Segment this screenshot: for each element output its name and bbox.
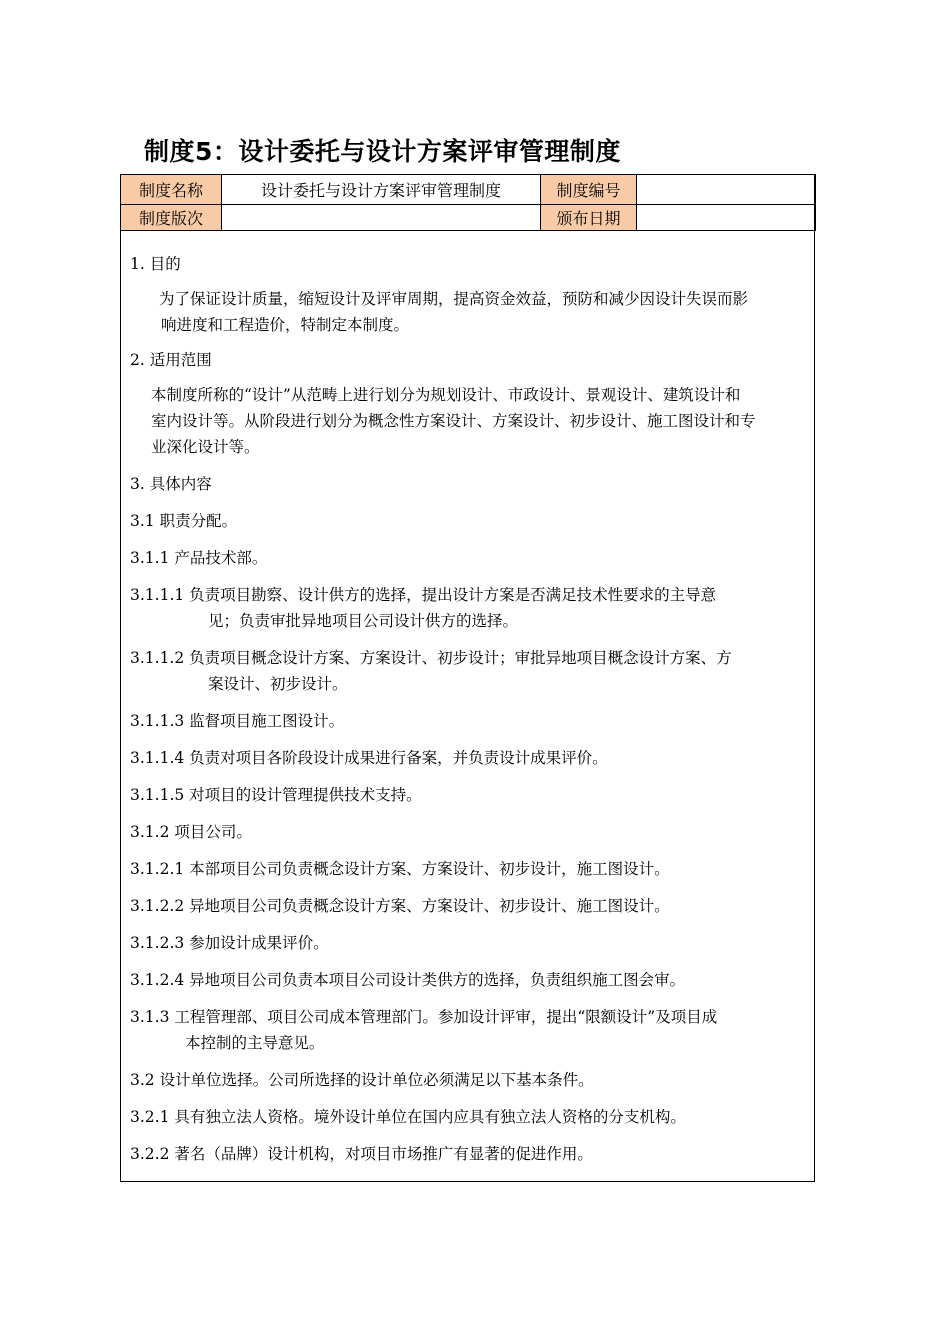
clause-3-1-3: [130, 1004, 810, 1056]
page-title: 制度5：设计委托与设计方案评审管理制度: [144, 137, 621, 166]
heading-purpose: 1. 目的: [130, 255, 181, 273]
clause-3-1-2-3: 3.1.2.3 参加设计成果评价。: [130, 934, 329, 952]
clause-3-1-2: 3.1.2 项目公司。: [130, 823, 252, 841]
paragraph-line: 本制度所称的“设计”从范畴上进行划分为规划设计、市政设计、景观设计、建筑设计和: [151, 386, 741, 404]
paragraph-purpose: [130, 286, 810, 338]
paragraph-line: 见；负责审批异地项目公司设计供方的选择。: [208, 612, 519, 630]
document-body: [130, 248, 810, 1167]
clause-3-2: 3.2 设计单位选择。公司所选择的设计单位必须满足以下基本条件。: [130, 1071, 594, 1089]
name-value: 设计委托与设计方案评审管理制度: [222, 175, 541, 205]
clause-3-1-1-5: 3.1.1.5 对项目的设计管理提供技术支持。: [130, 786, 422, 804]
paragraph-line: 3.1.1.1 负责项目勘察、设计供方的选择，提出设计方案是否满足技术性要求的主导意: [130, 586, 717, 604]
paragraph-line: 为了保证设计质量，缩短设计及评审周期，提高资金效益，预防和减少因设计失误而影: [159, 290, 749, 308]
clause-3-2-1: 3.2.1 具有独立法人资格。境外设计单位在国内应具有独立法人资格的分支机构。: [130, 1108, 686, 1126]
header-table: [120, 174, 816, 231]
heading-scope: 2. 适用范围: [130, 351, 212, 369]
clause-3-1-1-4: 3.1.1.4 负责对项目各阶段设计成果进行备案，并负责设计成果评价。: [130, 749, 608, 767]
paragraph-line: 业深化设计等。: [151, 438, 260, 456]
paragraph-line: 本控制的主导意见。: [185, 1034, 325, 1052]
paragraph-line: 响进度和工程造价，特制定本制度。: [161, 316, 410, 334]
name-label: 制度名称: [121, 175, 222, 205]
paragraph-line: 案设计、初步设计。: [208, 675, 348, 693]
date-label: 颁布日期: [541, 205, 637, 231]
date-value: [637, 205, 816, 231]
clause-3-1-2-2: 3.1.2.2 异地项目公司负责概念设计方案、方案设计、初步设计、施工图设计。: [130, 897, 670, 915]
clause-3-2-2: 3.2.2 著名（品牌）设计机构，对项目市场推广有显著的促进作用。: [130, 1145, 593, 1163]
heading-content: 3. 具体内容: [130, 475, 212, 493]
clause-3-1-1-2: [130, 645, 810, 697]
paragraph-line: 室内设计等。从阶段进行划分为概念性方案设计、方案设计、初步设计、施工图设计和专: [151, 412, 756, 430]
version-label: 制度版次: [121, 205, 222, 231]
number-value: [637, 175, 816, 205]
paragraph-line: 3.1.1.2 负责项目概念设计方案、方案设计、初步设计；审批异地项目概念设计方案、方: [130, 649, 732, 667]
number-label: 制度编号: [541, 175, 637, 205]
paragraph-scope: [130, 382, 810, 460]
clause-3-1-1-1: [130, 582, 810, 634]
clause-3-1-1-3: 3.1.1.3 监督项目施工图设计。: [130, 712, 345, 730]
clause-3-1-2-1: 3.1.2.1 本部项目公司负责概念设计方案、方案设计、初步设计，施工图设计。: [130, 860, 670, 878]
clause-3-1-1: 3.1.1 产品技术部。: [130, 549, 268, 567]
paragraph-line: 3.1.3 工程管理部、项目公司成本管理部门。参加设计评审，提出“限额设计”及项目成: [130, 1008, 718, 1026]
version-value: [222, 205, 541, 231]
clause-3-1: 3.1 职责分配。: [130, 512, 238, 530]
clause-3-1-2-4: 3.1.2.4 异地项目公司负责本项目公司设计类供方的选择，负责组织施工图会审。: [130, 971, 686, 989]
